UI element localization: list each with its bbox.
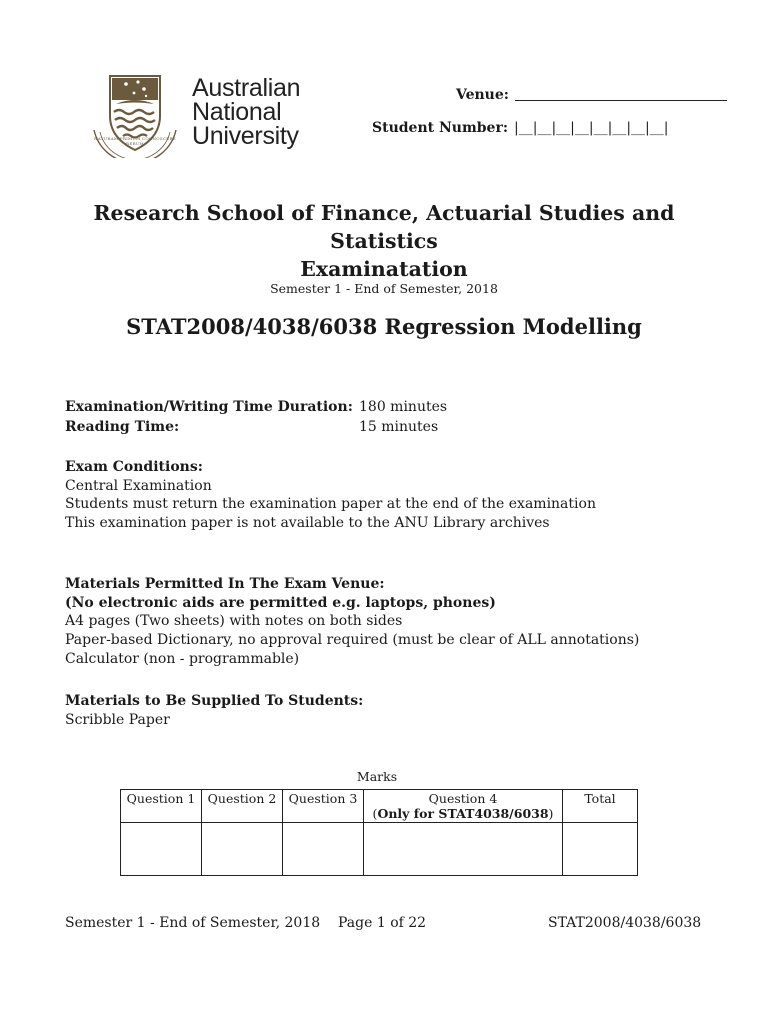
duration-label: Examination/Writing Time Duration: <box>65 399 353 415</box>
anu-wordmark <box>192 76 300 148</box>
marks-header-cell-q4 <box>364 790 563 823</box>
marks-score-cell[interactable] <box>121 823 202 876</box>
student-number-field <box>372 120 668 136</box>
conditions-line: Central Examination <box>65 478 212 494</box>
marks-table <box>120 789 638 876</box>
marks-score-row <box>121 823 638 876</box>
seal-motto: NATURAM PRIMUM COGNOSCERE RERUM <box>93 136 177 146</box>
footer-page-number: Page 1 of 22 <box>338 915 427 931</box>
school-name-line: Research School of Finance, Actuarial Studies and <box>93 201 675 225</box>
marks-score-cell[interactable] <box>364 823 563 876</box>
conditions-heading: Exam Conditions: <box>65 459 203 475</box>
venue-field <box>456 86 727 103</box>
materials-permitted-line: A4 pages (Two sheets) with notes on both sides <box>65 613 403 629</box>
marks-header-q4-note: (Only for STAT4038/6038) <box>372 806 554 821</box>
reading-time-label: Reading Time: <box>65 419 180 435</box>
materials-supplied-line: Scribble Paper <box>65 712 170 728</box>
marks-header-cell: Question 1 <box>121 790 202 823</box>
marks-header-row <box>121 790 638 823</box>
marks-score-cell[interactable] <box>283 823 364 876</box>
course-title: STAT2008/4038/6038 Regression Modelling <box>126 314 642 339</box>
materials-permitted-line: Calculator (non - programmable) <box>65 651 300 667</box>
school-name-line: Statistics <box>330 229 438 253</box>
materials-permitted-heading: Materials Permitted In The Exam Venue: <box>65 576 385 592</box>
materials-permitted-line: Paper-based Dictionary, no approval required (must be clear of ALL annotations) <box>65 632 640 648</box>
exam-title: Examinatation <box>300 257 468 281</box>
footer-course-code: STAT2008/4038/6038 <box>548 915 702 931</box>
marks-header-cell: Question 3 <box>283 790 364 823</box>
wordmark-line: National <box>192 98 282 126</box>
student-number-label: Student Number: <box>372 120 509 136</box>
marks-header-cell: Total <box>563 790 638 823</box>
conditions-line: This examination paper is not available to the ANU Library archives <box>65 515 550 531</box>
marks-score-cell[interactable] <box>202 823 283 876</box>
duration-value: 180 minutes <box>359 399 448 415</box>
student-number-boxes[interactable]: |__|__|__|__|__|__|__|__| <box>514 120 669 136</box>
school-name <box>0 199 768 255</box>
conditions-line: Students must return the examination paper at the end of the examination <box>65 496 596 512</box>
semester-subtitle: Semester 1 - End of Semester, 2018 <box>270 281 498 296</box>
wordmark-line: Australian <box>192 74 301 102</box>
materials-supplied-heading: Materials to Be Supplied To Students: <box>65 693 364 709</box>
venue-label: Venue: <box>456 87 509 103</box>
wordmark-line: University <box>192 122 299 150</box>
marks-caption: Marks <box>356 769 398 784</box>
reading-time-value: 15 minutes <box>359 419 439 435</box>
footer-semester: Semester 1 - End of Semester, 2018 <box>65 915 321 931</box>
marks-header-cell: Question 2 <box>202 790 283 823</box>
venue-input-line[interactable] <box>515 86 727 101</box>
marks-header-q4-label: Question 4 <box>428 791 498 806</box>
marks-score-cell[interactable] <box>563 823 638 876</box>
materials-permitted-subheading: (No electronic aids are permitted e.g. laptops, phones) <box>65 595 496 611</box>
